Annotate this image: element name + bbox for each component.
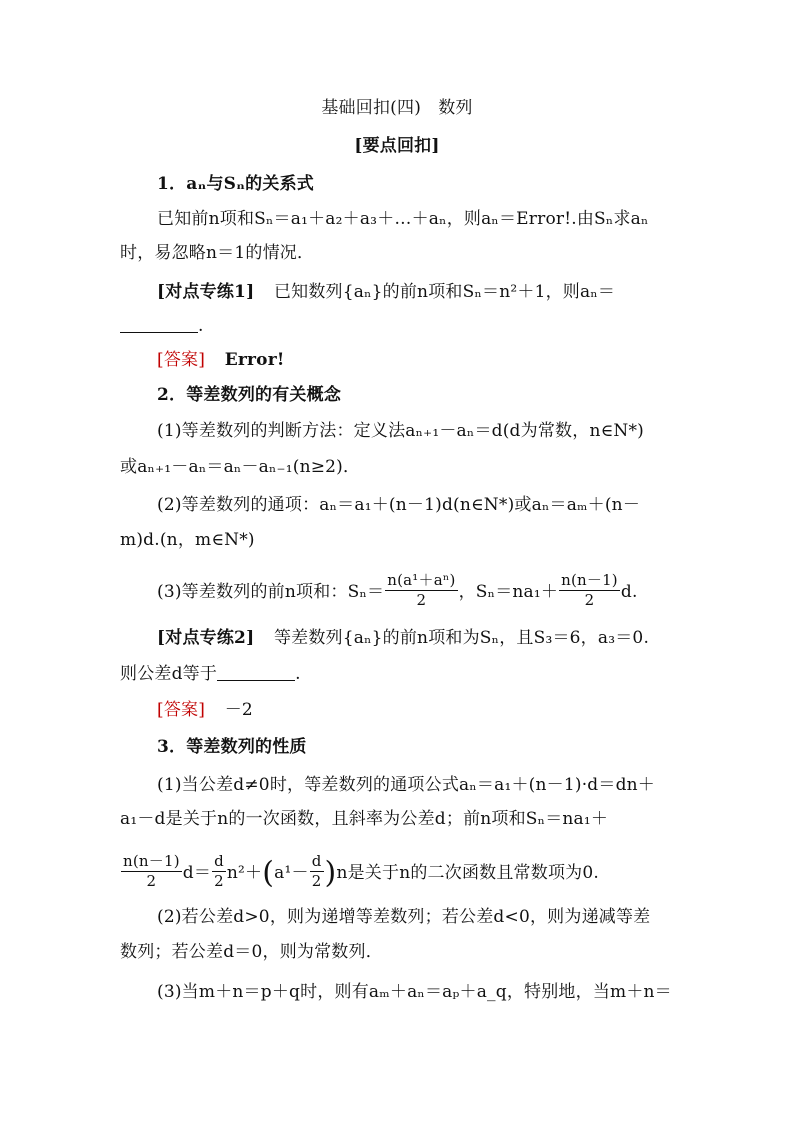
section-3-p1-line-3 — [120, 854, 676, 893]
section-1-line-1: 已知前n项和Sₙ＝a₁＋a₂＋a₃＋…＋aₙ，则aₙ＝Error!.由Sₙ求aₙ — [157, 209, 649, 229]
sum-fraction-1-numerator: n(a¹＋aⁿ) — [387, 571, 456, 589]
section-3-p1-line-2: a₁－d是关于n的一次函数，且斜率为公差d；前n项和Sₙ＝na₁＋ — [120, 809, 609, 829]
s3-paren-close: ) — [324, 855, 337, 891]
s3-fraction-3-numerator: d — [311, 852, 322, 870]
section-1-heading: 1．aₙ与Sₙ的关系式 — [157, 174, 314, 194]
section-3-heading: 3．等差数列的性质 — [157, 737, 307, 757]
s3-fraction-2 — [212, 852, 226, 891]
practice-1-end: . — [198, 316, 204, 336]
s3-fraction-1 — [121, 852, 182, 891]
s3-fraction-2-numerator: d — [214, 852, 224, 870]
answer-1-line — [157, 347, 677, 373]
s3-end: n是关于n的二次函数且常数项为0. — [336, 863, 599, 883]
section-2-p1-line-2: 或aₙ₊₁－aₙ＝aₙ－aₙ₋₁(n≥2)． — [120, 457, 361, 477]
answer-1-tag: [答案] — [157, 350, 206, 370]
p3-lead: (3)等差数列的前n项和：Sₙ＝ — [157, 582, 385, 602]
answer-2-value: －2 — [224, 700, 253, 720]
sum-fraction-2-numerator: n(n－1) — [561, 571, 618, 589]
section-2-p3-line — [157, 573, 677, 612]
section-2-p1-line-1: (1)等差数列的判断方法：定义法aₙ₊₁－aₙ＝d(d为常数，n∈N*) — [157, 421, 644, 441]
section-2-p2-line-1: (2)等差数列的通项：aₙ＝a₁＋(n－1)d(n∈N*)或aₙ＝aₘ＋(n－ — [157, 495, 641, 515]
answer-2-tag: [答案] — [157, 700, 206, 720]
sum-fraction-1 — [385, 571, 457, 610]
s3-mid-2: n²＋ — [226, 863, 263, 883]
practice-2-tag: [对点专练2] — [157, 628, 255, 648]
page-title: 基础回扣(四) 数列 — [321, 98, 473, 118]
practice-2-text: 等差数列{aₙ}的前n项和为Sₙ，且S₃＝6，a₃＝0. — [273, 628, 650, 648]
s3-a1: a¹－ — [274, 863, 309, 883]
section-2-heading: 2．等差数列的有关概念 — [157, 385, 342, 405]
section-3-p2-line-1: (2)若公差d>0，则为递增等差数列；若公差d<0，则为递减等差 — [157, 907, 651, 927]
answer-blank-1 — [120, 316, 198, 333]
practice-2-line — [157, 625, 677, 651]
section-1-line-2: 时，易忽略n＝1的情况． — [120, 243, 315, 263]
practice-1-blank-line — [120, 313, 676, 339]
practice-2-end: . — [295, 664, 301, 684]
s3-fraction-1-denominator: 2 — [146, 872, 157, 890]
practice-2-line-2 — [120, 661, 676, 687]
section-3-p3-line-1: (3)当m＋n＝p＋q时，则有aₘ＋aₙ＝aₚ＋a_q，特别地，当m＋n＝ — [157, 982, 672, 1002]
p3-mid: ，Sₙ＝na₁＋ — [458, 582, 559, 602]
sum-fraction-1-denominator: 2 — [416, 591, 427, 609]
section-2-p2-line-2: m)d.(n，m∈N*) — [120, 530, 255, 550]
section-3-p2-line-2: 数列；若公差d＝0，则为常数列． — [120, 942, 383, 962]
answer-2-line — [157, 697, 677, 723]
s3-fraction-3 — [310, 852, 324, 891]
section-subtitle: [要点回扣] — [354, 136, 440, 156]
practice-1-text: 已知数列{aₙ}的前n项和Sₙ＝n²＋1，则aₙ＝ — [273, 282, 616, 302]
answer-blank-2 — [217, 664, 295, 681]
section-3-p1-line-1: (1)当公差d≠0时，等差数列的通项公式aₙ＝a₁＋(n－1)·d＝dn＋ — [157, 775, 656, 795]
s3-fraction-2-denominator: 2 — [214, 872, 224, 890]
sum-fraction-2-denominator: 2 — [584, 591, 595, 609]
s3-mid-1: d＝ — [182, 863, 212, 883]
s3-fraction-1-numerator: n(n－1) — [123, 852, 180, 870]
answer-1-value: Error! — [224, 350, 285, 370]
p3-end: d. — [620, 582, 638, 602]
sum-fraction-2 — [559, 571, 620, 610]
practice-1-line — [157, 279, 677, 305]
practice-2-lead: 则公差d等于 — [120, 664, 218, 684]
s3-paren-open: ( — [262, 855, 275, 891]
practice-1-tag: [对点专练1] — [157, 282, 255, 302]
s3-fraction-3-denominator: 2 — [311, 872, 322, 890]
